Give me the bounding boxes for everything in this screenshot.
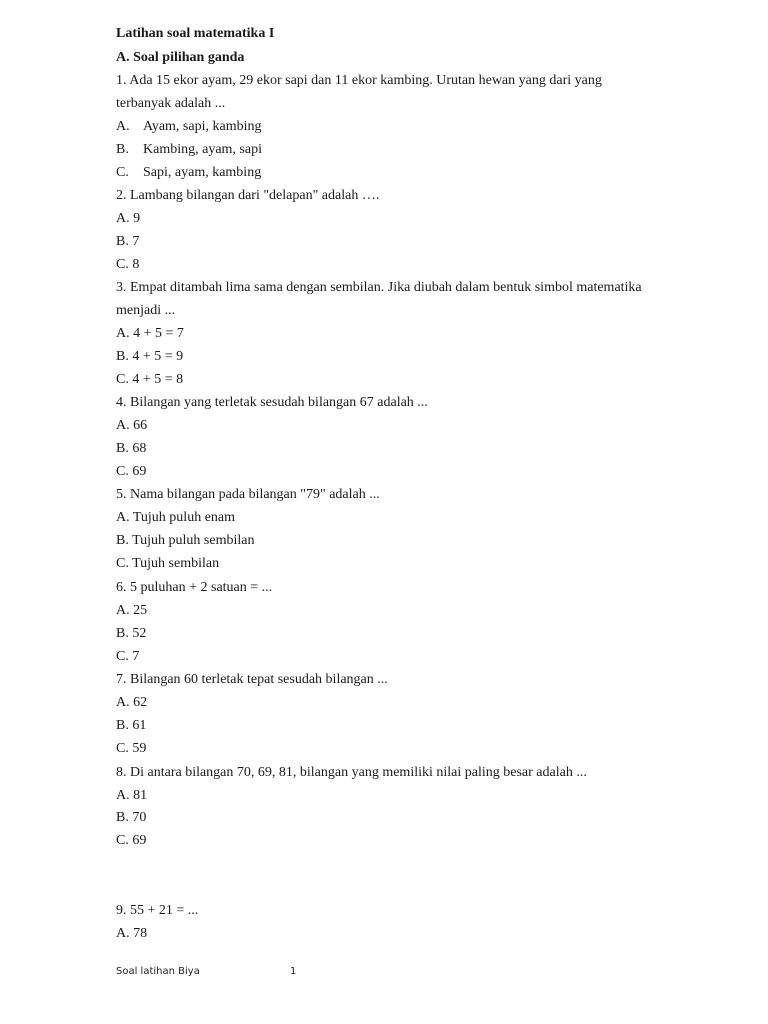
- question-4-option-a: A. 66: [116, 418, 148, 433]
- footer-label: Soal latihan Biya: [116, 966, 200, 977]
- question-2-option-b: B. 7: [116, 234, 140, 249]
- question-2-text: 2. Lambang bilangan dari "delapan" adalah ….: [116, 188, 380, 203]
- question-8-option-b: B. 70: [116, 810, 147, 825]
- question-2-option-c: C. 8: [116, 257, 140, 272]
- question-4-text: 4. Bilangan yang terletak sesudah bilangan 67 adalah ...: [116, 395, 428, 410]
- question-3-option-c: C. 4 + 5 = 8: [116, 372, 184, 387]
- question-6-option-a: A. 25: [116, 603, 148, 618]
- question-5-option-c: C. Tujuh sembilan: [116, 556, 220, 571]
- question-4-option-b: B. 68: [116, 441, 147, 456]
- question-5-text: 5. Nama bilangan pada bilangan "79" adalah ...: [116, 487, 380, 502]
- question-9-text: 9. 55 + 21 = ...: [116, 903, 199, 918]
- question-1-option-a: [116, 115, 261, 138]
- question-6-text: 6. 5 puluhan + 2 satuan = ...: [116, 580, 273, 595]
- question-2-option-a: A. 9: [116, 211, 141, 226]
- question-1-text-cont: terbanyak adalah ...: [116, 96, 226, 111]
- option-letter: B.: [116, 142, 129, 157]
- question-3-text: 3. Empat ditambah lima sama dengan sembilan. Jika diubah dalam bentuk simbol matematika: [116, 280, 642, 295]
- section-heading: A. Soal pilihan ganda: [116, 50, 245, 65]
- question-7-option-a: A. 62: [116, 695, 148, 710]
- question-1-option-c: [116, 161, 261, 184]
- option-text: Sapi, ayam, kambing: [143, 165, 262, 180]
- page-number: 1: [290, 966, 297, 977]
- question-1-text: 1. Ada 15 ekor ayam, 29 ekor sapi dan 11 ekor kambing. Urutan hewan yang dari yang: [116, 73, 602, 88]
- question-8-option-c: C. 69: [116, 833, 147, 848]
- option-text: Ayam, sapi, kambing: [143, 119, 262, 134]
- question-7-option-b: B. 61: [116, 718, 147, 733]
- question-7-text: 7. Bilangan 60 terletak tepat sesudah bilangan ...: [116, 672, 388, 687]
- question-6-option-c: C. 7: [116, 649, 140, 664]
- question-4-option-c: C. 69: [116, 464, 147, 479]
- question-9-option-a: A. 78: [116, 926, 148, 941]
- option-letter: C.: [116, 165, 129, 180]
- question-5-option-b: B. Tujuh puluh sembilan: [116, 533, 255, 548]
- question-3-option-a: A. 4 + 5 = 7: [116, 326, 184, 341]
- question-7-option-c: C. 59: [116, 741, 147, 756]
- document-title: Latihan soal matematika I: [116, 26, 275, 41]
- question-8-option-a: A. 81: [116, 788, 148, 803]
- question-6-option-b: B. 52: [116, 626, 147, 641]
- option-text: Kambing, ayam, sapi: [143, 142, 262, 157]
- question-5-option-a: A. Tujuh puluh enam: [116, 510, 236, 525]
- question-1-option-b: [116, 138, 262, 161]
- question-3-option-b: B. 4 + 5 = 9: [116, 349, 184, 364]
- question-3-text-cont: menjadi ...: [116, 303, 176, 318]
- option-letter: A.: [116, 119, 130, 134]
- question-8-text: 8. Di antara bilangan 70, 69, 81, bilangan yang memiliki nilai paling besar adalah ...: [116, 765, 587, 780]
